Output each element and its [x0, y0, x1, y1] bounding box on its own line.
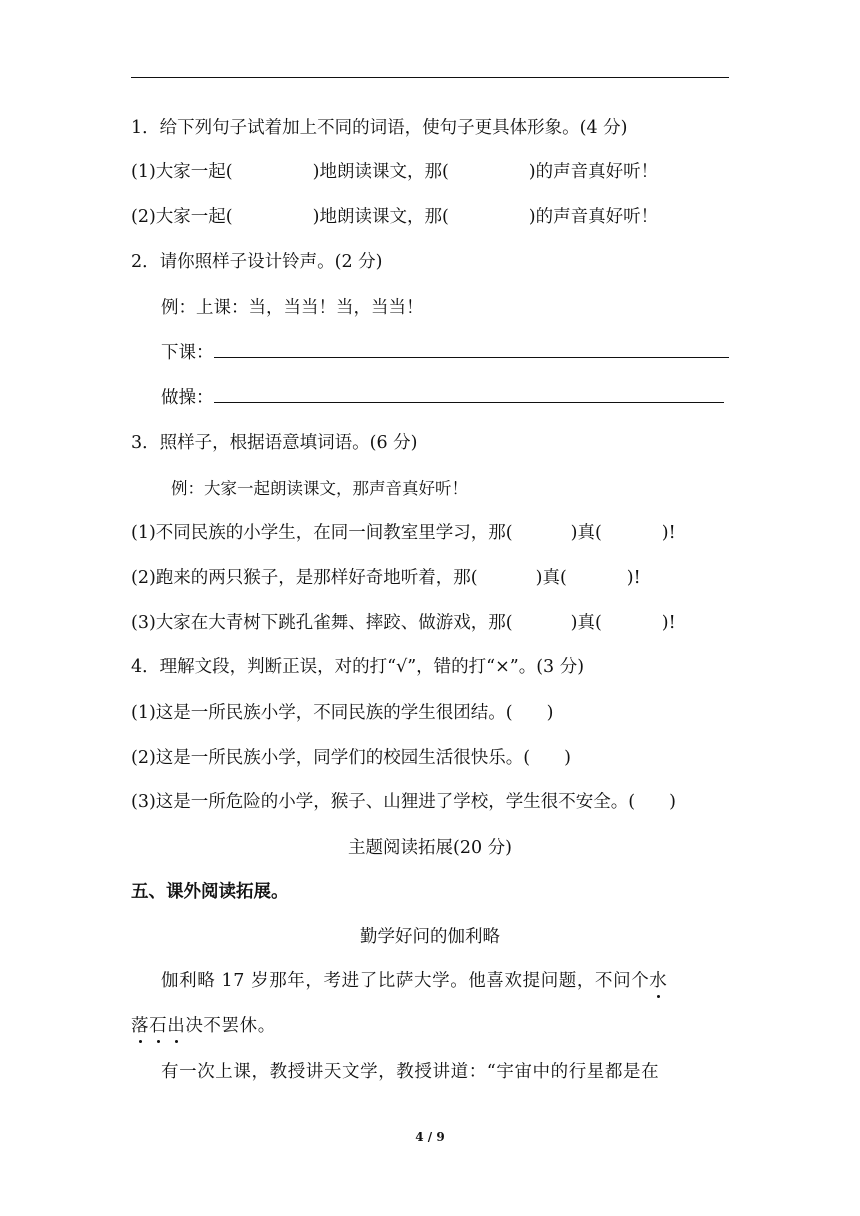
q4-item1: (1)这是一所民族小学，不同民族的学生很团结。( ) [131, 703, 554, 723]
part5-heading: 五、课外阅读拓展。 [131, 882, 289, 902]
q4-item3: (3)这是一所危险的小学，猴子、山狸进了学校，学生很不安全。( ) [131, 792, 676, 812]
q3-item1: (1)不同民族的小学生，在同一间教室里学习，那( )真( )! [131, 523, 676, 543]
emphasis-char: 落 [131, 1016, 149, 1036]
top-rule [131, 77, 729, 78]
section-heading: 主题阅读拓展(20 分) [348, 838, 512, 858]
q3-item2: (2)跑来的两只猴子，是那样好奇地听着，那( )真( )! [131, 568, 641, 588]
q2-example: 例：上课：当，当当！当，当当！ [161, 298, 424, 318]
emphasis-char: 石 [149, 1016, 167, 1036]
article-title: 勤学好问的伽利略 [360, 927, 500, 947]
q4-item2: (2)这是一所民族小学，同学们的校园生活很快乐。( ) [131, 748, 571, 768]
q3-example: 例：大家一起朗读课文，那声音真好听！ [171, 479, 468, 498]
q2-line-zuocao[interactable]: 做操： [161, 386, 724, 410]
emphasis-char: 出 [167, 1016, 185, 1036]
passage-line-2: 落 石 出 决不罢休。 [131, 1014, 731, 1038]
q3-item3: (3)大家在大青树下跳孔雀舞、摔跤、做游戏，那( )真( )! [131, 613, 676, 633]
q1-title: 1．给下列句子试着加上不同的词语，使句子更具体形象。(4 分) [131, 118, 628, 138]
q2-line-xiake[interactable]: 下课： [161, 341, 729, 365]
q3-title: 3．照样子，根据语意填词语。(6 分) [131, 433, 418, 453]
q1-item1: (1)大家一起( )地朗读课文，那( )的声音真好听！ [131, 162, 659, 182]
q4-title: 4．理解文段，判断正误，对的打“√”，错的打“×”。(3 分) [131, 657, 585, 677]
page-number: 4 / 9 [415, 1130, 445, 1144]
passage-line-1: 伽利略 17 岁那年，考进了比萨大学。他喜欢提问题，不问个水 [131, 969, 731, 993]
passage-line-3: 有一次上课，教授讲天文学，教授讲道：“宇宙中的行星都是在 [161, 1062, 660, 1082]
q2-title: 2．请你照样子设计铃声。(2 分) [131, 252, 383, 272]
emphasis-char: 水 [649, 971, 667, 991]
q1-item2: (2)大家一起( )地朗读课文，那( )的声音真好听！ [131, 207, 659, 227]
